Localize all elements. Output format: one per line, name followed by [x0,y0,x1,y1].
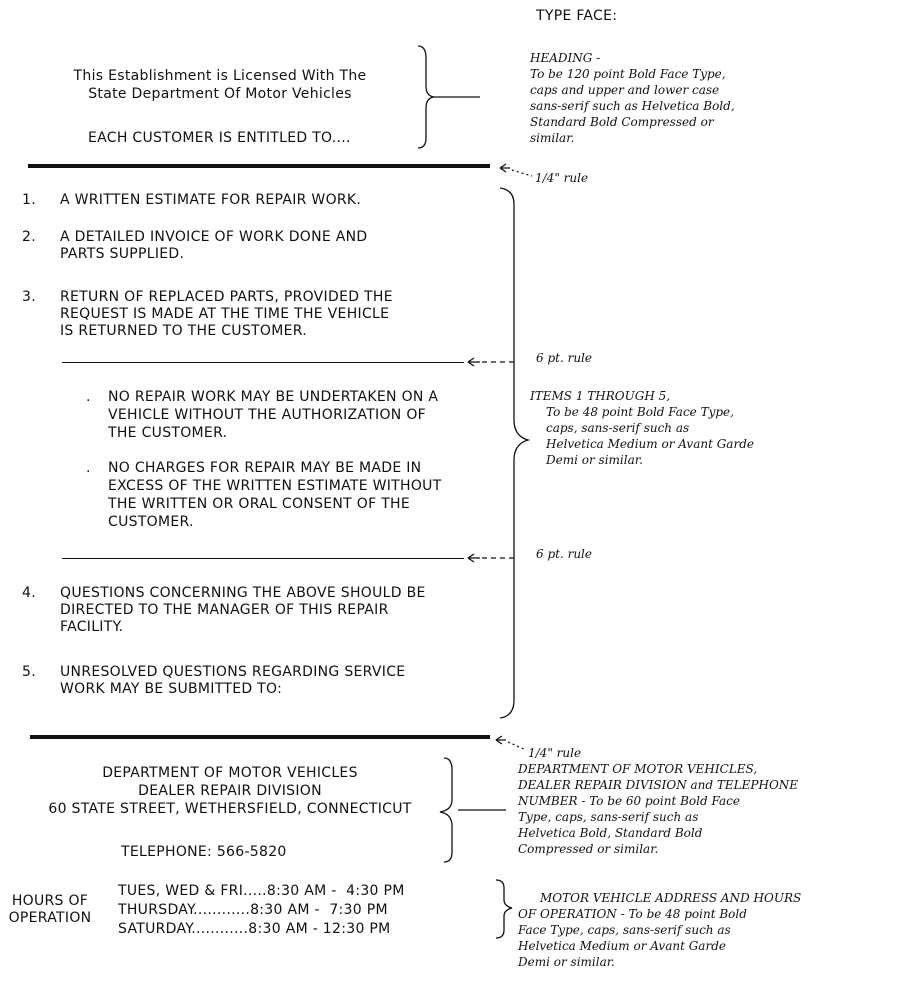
spec-line: Helvetica Medium or Avant Garde [518,939,726,953]
dmv-line-3: 60 STATE STREET, WETHERSFIELD, CONNECTICUT [48,801,412,817]
hours-label-line-2: OPERATION [8,910,92,926]
spec-line: DEPARTMENT OF MOTOR VEHICLES, [518,762,758,776]
spec-line: ITEMS 1 THROUGH 5, [530,389,671,403]
item-text: REQUEST IS MADE AT THE TIME THE VEHICLE [60,306,390,322]
heading-line-2: State Department Of Motor Vehicles [88,86,352,102]
spec-line: Demi or similar. [546,453,643,467]
dmv-spec-annotation [518,761,798,857]
spec-line: Demi or similar. [518,955,615,969]
hours-row: SATURDAY............8:30 AM - 12:30 PM [118,921,391,937]
item-number: 2. [22,229,36,245]
spec-line: DEALER REPAIR DIVISION and TELEPHONE [518,778,799,792]
spec-line: sans-serif such as Helvetica Bold, [530,99,735,113]
item-text: A DETAILED INVOICE OF WORK DONE AND [60,229,368,245]
dmv-telephone: TELEPHONE: 566-5820 [121,844,287,860]
spec-line: Standard Bold Compressed or [530,115,714,129]
item-text: WORK MAY BE SUBMITTED TO: [60,681,283,697]
heading-line-3: EACH CUSTOMER IS ENTITLED TO.... [88,130,351,146]
spec-line: Compressed or similar. [518,842,659,856]
spec-line: Helvetica Bold, Standard Bold [518,826,703,840]
hours-brace [496,880,512,938]
item-number: 4. [22,585,36,601]
spec-line: Type, caps, sans-serif such as [518,810,699,824]
six-pt-rule-1 [62,362,464,363]
hours-label-line-1: HOURS OF [11,893,89,909]
spec-line: HEADING - [530,51,601,65]
six-pt-rule-2 [62,558,464,559]
type-face-heading: TYPE FACE: [536,8,618,24]
bullet-text: THE WRITTEN OR ORAL CONSENT OF THE [108,496,411,512]
spec-line: To be 120 point Bold Face Type, [530,67,726,81]
dmv-line-1: DEPARTMENT OF MOTOR VEHICLES [102,765,358,781]
hours-row: THURSDAY............8:30 AM - 7:30 PM [118,902,388,918]
bullet-text: NO REPAIR WORK MAY BE UNDERTAKEN ON A [108,389,439,405]
quarter-inch-rule-bottom [30,735,490,739]
bullet-mark: . [86,389,91,405]
item-number: 5. [22,664,36,680]
bullet-text: THE CUSTOMER. [108,425,228,441]
quarter-rule-label-2: 1/4" rule [528,746,582,760]
hours-row: TUES, WED & FRI.....8:30 AM - 4:30 PM [118,883,405,899]
item-text: A WRITTEN ESTIMATE FOR REPAIR WORK. [60,192,362,208]
bullet-text: NO CHARGES FOR REPAIR MAY BE MADE IN [108,460,422,476]
bullet-text: EXCESS OF THE WRITTEN ESTIMATE WITHOUT [108,478,442,494]
item-text: UNRESOLVED QUESTIONS REGARDING SERVICE [60,664,406,680]
item-number: 3. [22,289,36,305]
item-text: FACILITY. [60,619,124,635]
spec-line: NUMBER - To be 60 point Bold Face [518,794,740,808]
arrow-six-pt-2 [468,554,480,562]
spec-line: caps and upper and lower case [530,83,720,97]
item-number: 1. [22,192,36,208]
spec-line: Helvetica Medium or Avant Garde [546,437,754,451]
items-brace [500,188,528,718]
six-pt-rule-label-1: 6 pt. rule [536,351,592,365]
dmv-line-2: DEALER REPAIR DIVISION [138,783,322,799]
spec-line: To be 48 point Bold Face Type, [546,405,734,419]
arrow-quarter-rule-1 [500,164,510,172]
item-text: DIRECTED TO THE MANAGER OF THIS REPAIR [60,602,389,618]
heading-line-1: This Establishment is Licensed With The [73,68,367,84]
quarter-rule-label-1: 1/4" rule [535,171,589,185]
bullet-text: VEHICLE WITHOUT THE AUTHORIZATION OF [108,407,426,423]
spec-line: similar. [530,131,575,145]
item-text: PARTS SUPPLIED. [60,246,185,262]
item-text: QUESTIONS CONCERNING THE ABOVE SHOULD BE [60,585,426,601]
address-spec-annotation [518,890,801,970]
spec-line: OF OPERATION - To be 48 point Bold [518,907,747,921]
leader-quarter-rule-2 [508,742,526,750]
bullet-mark: . [86,460,91,476]
item-text: IS RETURNED TO THE CUSTOMER. [60,323,307,339]
spec-line: MOTOR VEHICLE ADDRESS AND HOURS [540,891,802,905]
items-spec-annotation [530,388,754,468]
arrow-quarter-rule-2 [496,736,506,744]
item-text: RETURN OF REPLACED PARTS, PROVIDED THE [60,289,393,305]
bullet-text: CUSTOMER. [108,514,194,530]
arrow-six-pt-1 [468,358,480,366]
heading-spec-annotation [530,50,735,146]
quarter-inch-rule-top [28,164,490,168]
six-pt-rule-label-2: 6 pt. rule [536,547,592,561]
leader-quarter-rule-1 [512,170,532,176]
spec-line: caps, sans-serif such as [546,421,690,435]
spec-line: Face Type, caps, sans-serif such as [518,923,731,937]
